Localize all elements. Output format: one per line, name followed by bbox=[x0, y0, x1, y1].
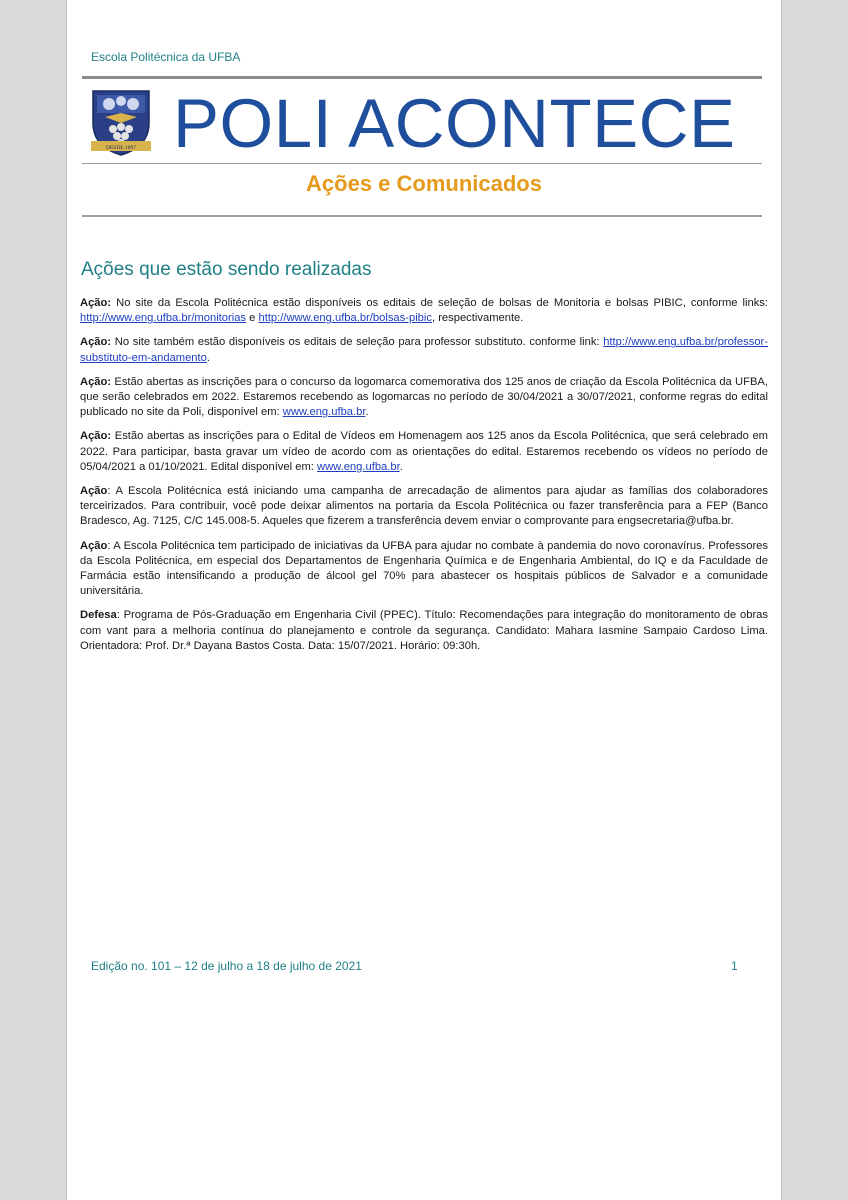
item-text: e bbox=[246, 312, 259, 325]
news-list bbox=[80, 296, 768, 663]
item-text: No site da Escola Politécnica estão disponíveis os editais de seleção de bolsas de Monitoria e bolsas PIBIC, conforme links: bbox=[111, 297, 768, 309]
item-text: . bbox=[206, 351, 210, 364]
news-item bbox=[80, 484, 768, 530]
masthead-title: POLI ACONTECE bbox=[173, 85, 736, 162]
school-name: Escola Politécnica da UFBA bbox=[91, 50, 241, 64]
item-text: : A Escola Politécnica tem participado de iniciativas da UFBA para ajudar no combate à pandemia do novo coronavírus. Professores da Escola Politécnica, em especial dos Departamentos de Engenharia Química e de Engenharia Ambiental, do IQ e da Faculdade de Farmácia estão intensificando a produção de álcool gel 70% para abastecer os hospitais públicos de Salvador e a comunidade universitária. bbox=[80, 539, 768, 598]
item-text: Estão abertas as inscrições para o Edital de Vídeos em Homenagem aos 125 anos da Escola Politécnica, que será celebrado em 2022. Para participar, basta gravar um vídeo de acordo com as orientações do edital. Estaremos recebendo os vídeos no período de 05/04/2021 a 01/10/2021. Edital disponível em: bbox=[80, 430, 768, 473]
ufba-crest-logo bbox=[91, 89, 151, 157]
professor-substituto-link[interactable]: http://www.eng.ufba.br/professor-substituto-em-andamento bbox=[80, 336, 768, 364]
item-label: Ação: bbox=[80, 336, 112, 349]
newsletter-page bbox=[67, 0, 781, 1200]
news-item bbox=[80, 429, 768, 475]
item-label: Defesa bbox=[80, 609, 117, 622]
news-item bbox=[80, 375, 768, 421]
item-text: : A Escola Politécnica está iniciando uma campanha de arrecadação de alimentos para ajudar as famílias dos colaboradores terceirizados. Para contribuir, você pode deixar alimentos na portaria da Escola Politécnica ou fazer transferência para a FEP (Banco Bradesco, Ag. 7125, C/C 145.008-5. Aqueles que fizerem a transferência devem enviar o comprovante para engsecretaria@ufba.br. bbox=[80, 485, 768, 528]
bolsas-pibic-link[interactable]: http://www.eng.ufba.br/bolsas-pibic bbox=[258, 312, 432, 325]
item-text: Estão abertas as inscrições para o concurso da logomarca comemorativa dos 125 anos de criação da Escola Politécnica da UFBA, que serão celebrados em 2022. Estaremos recebendo as logomarcas no período de 30/04/2021 a 30/07/2021, conforme regras do edital publicado no site da Poli, disponível em: bbox=[80, 375, 768, 419]
item-label: Ação: bbox=[80, 375, 112, 388]
eng-ufba-link[interactable]: www.eng.ufba.br bbox=[316, 460, 400, 473]
news-item bbox=[80, 539, 768, 600]
news-item bbox=[80, 608, 768, 654]
item-label: Ação bbox=[80, 485, 108, 498]
crest-motto: DESDE 1897 bbox=[105, 145, 137, 151]
section-title: Ações que estão sendo realizadas bbox=[81, 259, 372, 280]
subtitle-rule bbox=[82, 215, 762, 217]
item-text: No site também estão disponíveis os editais de seleção para professor substituto. conforme link: bbox=[111, 336, 604, 349]
item-label: Ação bbox=[80, 539, 108, 552]
news-item bbox=[80, 335, 768, 365]
item-text: : Programa de Pós-Graduação em Engenharia Civil (PPEC). Título: Recomendações para integração do monitoramento de obras com vant para a melhoria contínua do planejamento e controle da segurança. Candidato: Mahara Iasmine Sampaio Cardoso Lima. Orientadora: Prof. Dr.ª Dayana Bastos Costa. Data: 15/07/2021. Horário: 09:30h. bbox=[80, 609, 768, 652]
edition-footer: Edição no. 101 – 12 de julho a 18 de julho de 2021 bbox=[91, 959, 362, 973]
monitorias-link[interactable]: http://www.eng.ufba.br/monitorias bbox=[80, 312, 247, 325]
item-text: . bbox=[399, 460, 403, 473]
item-text: , respectivamente. bbox=[431, 312, 524, 325]
news-item bbox=[80, 296, 768, 326]
masthead-rule bbox=[82, 163, 762, 164]
item-text: . bbox=[365, 406, 369, 419]
item-label: Ação: bbox=[80, 430, 112, 443]
top-rule bbox=[82, 76, 762, 79]
eng-ufba-link[interactable]: www.eng.ufba.br bbox=[282, 406, 366, 419]
item-label: Ação: bbox=[80, 297, 112, 309]
page-number: 1 bbox=[731, 959, 738, 973]
masthead-subtitle: Ações e Comunicados bbox=[306, 171, 542, 196]
